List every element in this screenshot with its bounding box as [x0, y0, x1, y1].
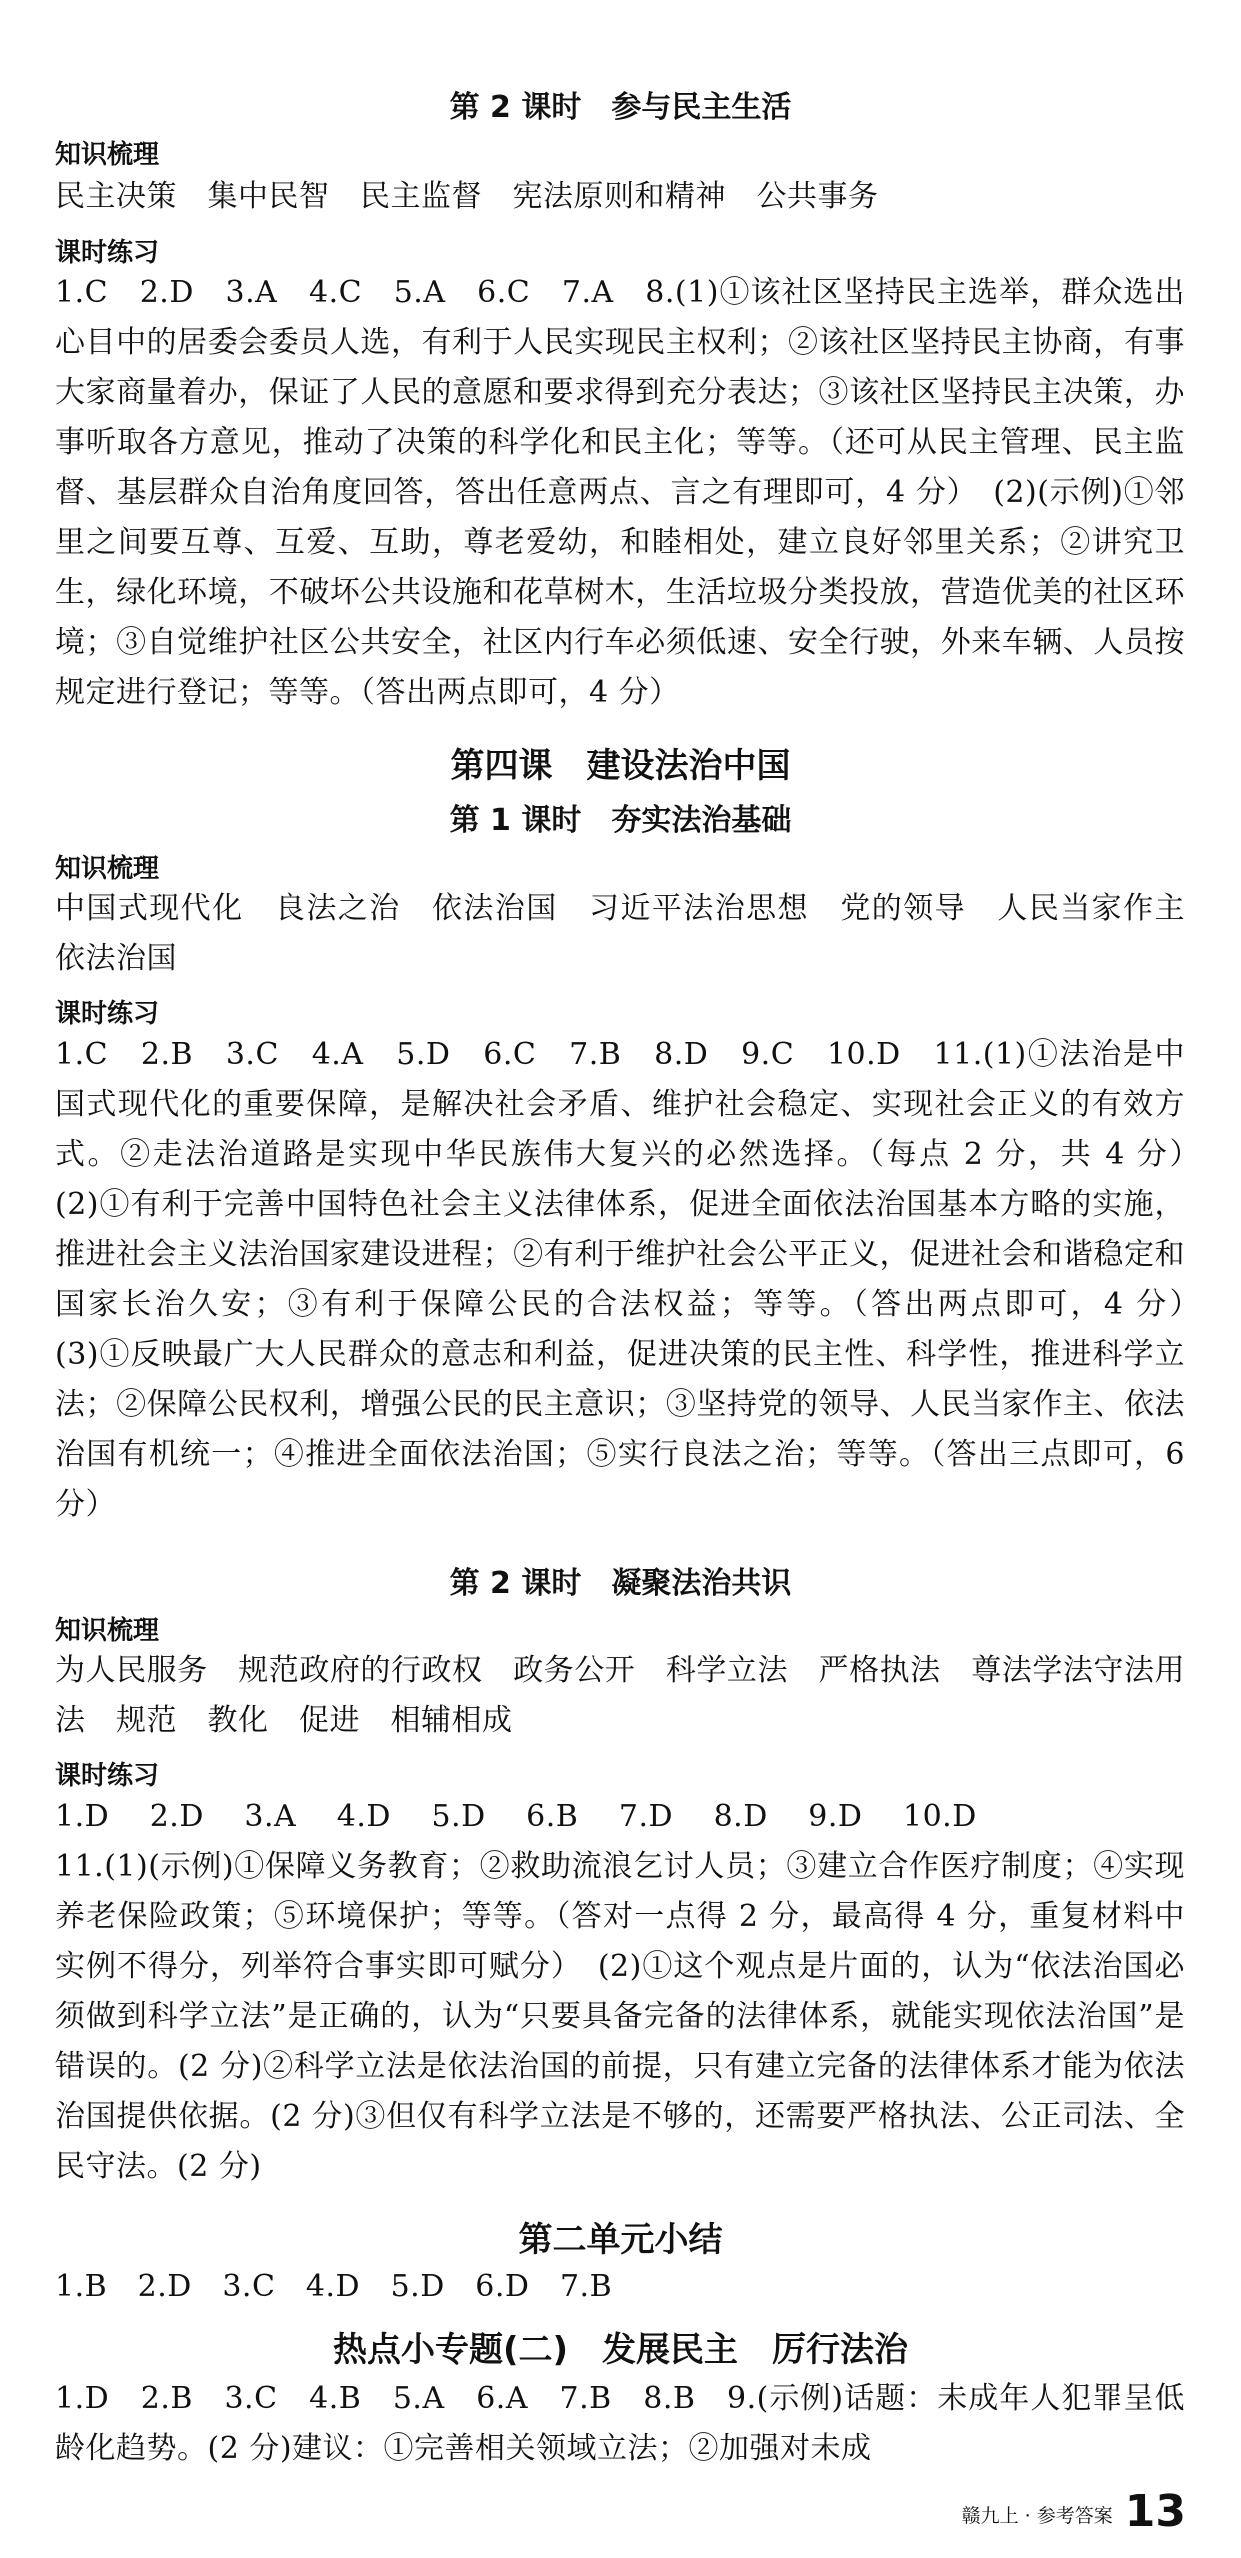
- hot-topic-heading: 热点小专题(二) 发展民主 厉行法治: [332, 2330, 909, 2370]
- section-heading-foundation: 第 1 课时 夯实法治基础: [449, 803, 792, 838]
- page-number: 13: [1124, 2486, 1186, 2537]
- knowledge-label: 知识梳理: [55, 140, 160, 170]
- section-heading-consensus: 第 2 课时 凝聚法治共识: [449, 1566, 792, 1601]
- unit-summary-heading: 第二单元小结: [518, 2220, 723, 2260]
- practice-answers: 1.C 2.B 3.C 4.A 5.D 6.C 7.B 8.D 9.C 10.D 11.(1)①法治是中国式现代化的重要保障，是解决社会矛盾、维护社会稳定、实现社会正义的有效方式。②走法治道路是实现中华民族伟大复兴的必然选择。（每点 2 分，共 4 分） (2)①有利于完善中国特色社会主义法律体系，促进全面依法治国基本方略的实施，推进社会主义法治国家建设进程；②有利于维护社会公平正义，促进社会和谐稳定和国家长治久安；③有利于保障公民的合法权益；等等。（答出两点即可，4 分） (3)①反映最广大人民群众的意志和利益，促进决策的民主性、科学性，推进科学立法；②保障公民权利，增强公民的民主意识；③坚持党的领导、人民当家作主、依法治国有机统一；④推进全面依法治国；⑤实行良法之治；等等。（答出三点即可，6 分）: [55, 1037, 1216, 1522]
- knowledge-label: 知识梳理: [55, 1616, 160, 1646]
- practice-label: 课时练习: [55, 999, 160, 1029]
- footer-label: 赣九上 · 参考答案: [961, 2505, 1113, 2527]
- practice-answers: 1.C 2.D 3.A 4.C 5.A 6.C 7.A 8.(1)①该社区坚持民主选举，群众选出心目中的居委会委员人选，有利于人民实现民主权利；②该社区坚持民主协商，有事大家商量着办，保证了人民的意愿和要求得到充分表达；③该社区坚持民主决策，办事听取各方意见，推动了决策的科学化和民主化；等等。（还可从民主管理、民主监督、基层群众自治角度回答，答出任意两点、言之有理即可，4 分） (2)(示例)①邻里之间要互尊、互爱、互助，尊老爱幼，和睦相处，建立良好邻里关系；②讲究卫生，绿化环境，不破坏公共设施和花草树木，生活垃圾分类投放，营造优美的社区环境；③自觉维护社区公共安全，社区内行车必须低速、安全行驶，外来车辆、人员按规定进行登记；等等。（答出两点即可，4 分）: [55, 275, 1185, 710]
- lesson-heading-rule-of-law: 第四课 建设法治中国: [450, 746, 791, 786]
- unit-summary-answers: 1.B 2.D 3.C 4.D 5.D 6.D 7.B: [55, 2269, 613, 2304]
- knowledge-content: 民主决策 集中民智 民主监督 宪法原则和精神 公共事务: [55, 179, 879, 214]
- practice-label: 课时练习: [55, 238, 160, 268]
- knowledge-content: 为人民服务 规范政府的行政权 政务公开 科学立法 严格执法 尊法学法守法用法 规范 教化 促进 相辅相成: [55, 1653, 1185, 1738]
- knowledge-label: 知识梳理: [55, 854, 160, 884]
- practice-answers: 1.D 2.D 3.A 4.D 5.D 6.B 7.D 8.D 9.D 10.D 11.(1)(示例)①保障义务教育；②救助流浪乞讨人员；③建立合作医疗制度；④实现养老保险政策；⑤环境保护；等等。（答对一点得 2 分，最高得 4 分，重复材料中实例不得分，列举符合事实即可赋分） (2)①这个观点是片面的，认为“依法治国必须做到科学立法”是正确的，认为“只要具备完备的法律体系，就能实现依法治国”是错误的。(2 分)②科学立法是依法治国的前提，只有建立完备的法律体系才能为依法治国提供依据。(2 分)③但仅有科学立法是不够的，还需要严格执法、公正司法、全民守法。(2 分): [55, 1799, 1185, 2184]
- page-footer: [961, 2486, 1186, 2537]
- hot-topic-answers: 1.D 2.B 3.C 4.B 5.A 6.A 7.B 8.B 9.(示例)话题：未成年人犯罪呈低龄化趋势。(2 分)建议：①完善相关领域立法；②加强对未成: [55, 2381, 1185, 2466]
- practice-label: 课时练习: [55, 1761, 160, 1791]
- section-heading-participate-democracy: 第 2 课时 参与民主生活: [449, 90, 792, 125]
- knowledge-content: 中国式现代化 良法之治 依法治国 习近平法治思想 党的领导 人民当家作主 依法治国: [55, 891, 1216, 976]
